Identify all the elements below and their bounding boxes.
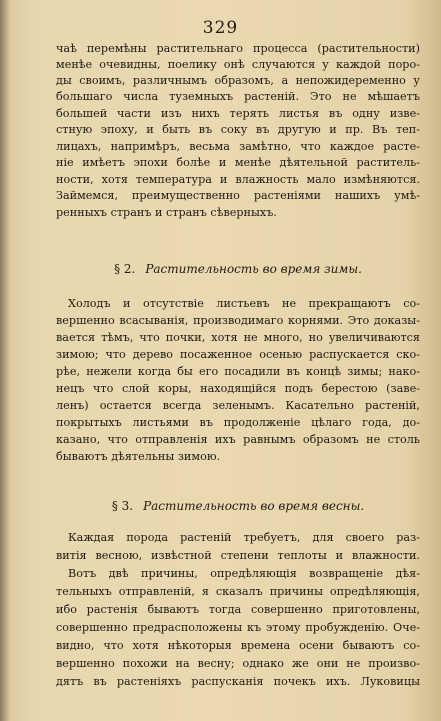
text-line: Займемся, преимущественно растеніями нашихъ умѣ- [56, 189, 420, 202]
text-line: вается тѣмъ, что почки, хотя не много, но увеличиваются [56, 331, 420, 344]
text-line: видно, что хотя нѣкоторыя времена осени бываютъ со- [56, 639, 420, 652]
text-line: бываютъ дѣятельны зимою. [56, 450, 221, 463]
text-line: покрытыхъ листьями въ продолженіе цѣлаго года, до- [56, 416, 420, 429]
text-line: ніе имѣетъ эпохи болѣе и менѣе дѣятельной раститель- [56, 156, 420, 169]
text-line: совершенно предрасположены къ этому пробужденію. Оче- [56, 621, 420, 634]
text-line: большей части изъ нихъ терять листья въ одну изве- [56, 107, 420, 120]
text-line: ды своимъ, различнымъ образомъ, а непожидеременно у [56, 74, 420, 87]
text-line: вершенно похожи на весну; однако же они не произво- [56, 657, 420, 670]
section-heading-2 [56, 262, 420, 276]
text-line: Вотъ двѣ причины, опредѣляющія возвращеніе дѣя- [68, 567, 420, 580]
page-number: 329 [202, 18, 239, 38]
text-line: лицахъ, напримѣръ, весьма замѣтно, что каждое расте- [56, 140, 420, 153]
text-line: витія весною, извѣстной степени теплоты и влажности. [56, 549, 420, 562]
text-line: зимою; что дерево посаженное осенью распускается ско- [56, 348, 420, 361]
text-line: Холодъ и отсутствіе листьевъ не прекращаютъ со- [68, 297, 420, 310]
text-line: нецъ что слой коры, находящійся подъ берестою (заве- [56, 382, 420, 395]
text-line: казано, что отправленія ихъ равнымъ образомъ не столь [56, 433, 420, 446]
text-line: менѣе очевидны, поелику онѣ случаются у каждой поро- [56, 58, 420, 71]
text-line: дятъ въ растеніяхъ распусканія почекъ ихъ. Луковицы [56, 675, 420, 688]
text-line: Каждая порода растеній требуетъ, для своего раз- [68, 531, 420, 544]
text-line: стную эпоху, и быть въ соку въ другую и пр. Въ теп- [56, 123, 420, 136]
section-title: Растительность во время зимы. [145, 262, 362, 276]
text-line: ленъ) остается всегда зеленымъ. Касательно растеній, [56, 399, 420, 412]
section-heading-3 [56, 499, 420, 513]
page-gutter-shadow [0, 0, 10, 721]
section-title: Растительность во время весны. [143, 499, 365, 513]
text-line: чаѣ перемѣны растительнаго процесса (растительности) [56, 42, 420, 55]
text-line: вершенно всасыванія, производимаго корнями. Это доказы- [56, 314, 420, 327]
section-number: § 2. [114, 262, 136, 276]
text-line: ности, хотя температура и влажность мало измѣняются. [56, 173, 420, 186]
text-line: ренныхъ странъ и странъ сѣверныхъ. [56, 206, 277, 219]
text-line: ибо растенія бываютъ тогда совершенно приготовлены, [56, 603, 420, 616]
section-number: § 3. [111, 499, 134, 513]
text-line: тельныхъ отправленій, я сказалъ причины опредѣляющія, [56, 585, 420, 598]
text-line: рѣе, нежели когда бы его посадили въ концѣ зимы; нако- [56, 365, 420, 378]
text-line: большаго числа туземныхъ растеній. Это не мѣшаетъ [56, 90, 420, 103]
